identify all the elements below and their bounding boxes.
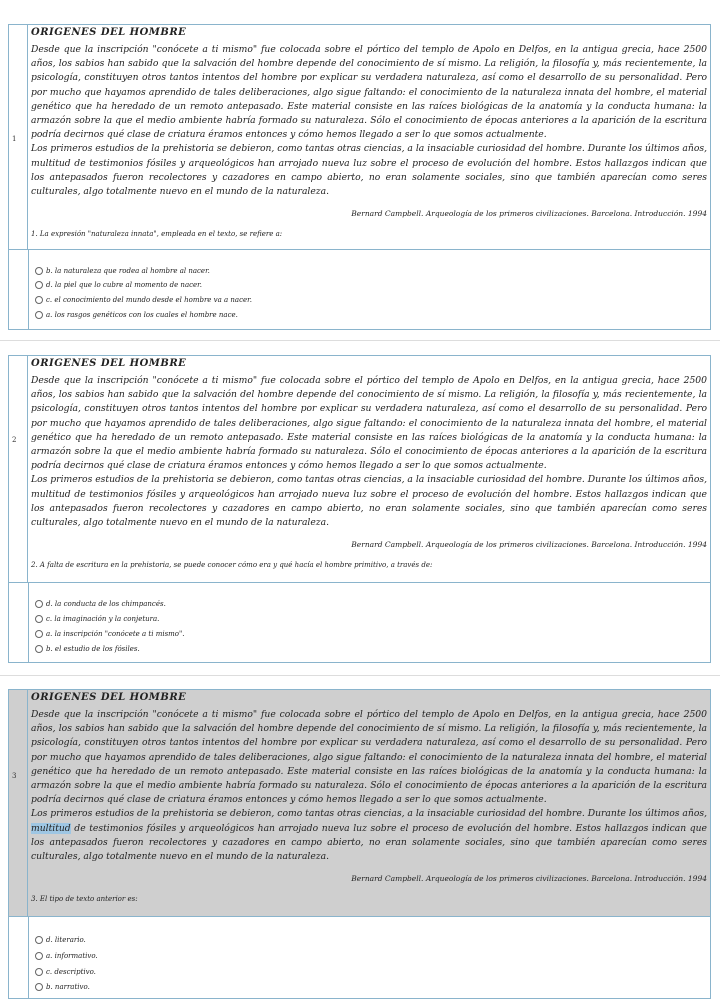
passage-paragraph-2: Los primeros estudios de la prehistoria se debieron, como tantas otras ciencias, a la insaciable curiosidad del hombre. Durante los últimos años, multitud de testimonios fósiles y arqueológicos han arrojado nueva luz sobre el proceso de evolución del hombre. Estos hallazgos indican que los antepasados fueron recolectores y cazadores en campo abierto, no eran solamente sociales, sino que también aparecían como seres culturales, algo totalmente nuevo en el mundo de la naturaleza. [31, 143, 707, 198]
radio-button[interactable] [35, 615, 43, 623]
passage [28, 356, 710, 582]
radio-button[interactable] [35, 630, 43, 638]
answer-option[interactable]: c. descriptivo. [35, 967, 96, 977]
question-number: 2 [12, 436, 17, 444]
passage-source: Bernard Campbell. Arqueología de los primeros civilizaciones. Barcelona. Introducción. 1994 [351, 540, 707, 550]
passage-source: Bernard Campbell. Arqueología de los primeros civilizaciones. Barcelona. Introducción. 1994 [351, 874, 707, 884]
passage-source: Bernard Campbell. Arqueología de los primeros civilizaciones. Barcelona. Introducción. 1994 [351, 209, 707, 219]
passage [28, 25, 710, 249]
question-prompt: 3. El tipo de texto anterior es: [31, 895, 138, 904]
radio-button[interactable] [35, 281, 43, 289]
divider [0, 675, 720, 676]
radio-button[interactable] [35, 600, 43, 608]
passage-paragraph-1: Desde que la inscripción "conócete a ti mismo" fue colocada sobre el pórtico del templo de Apolo en Delfos, en la antigua grecia, hace 2500 años, los sabios han sabido que la salvación del hombre depende del conocimiento de sí mismo. La religión, la filosofía y, más recientemente, la psicología, constituyen otros tantos intentos del hombre por explicar su verdadera naturaleza, así como el desarrollo de su personalidad. Pero por mucho que hayamos aprendido de tales deliberaciones, algo sigue faltando: el conocimiento de la naturaleza innata del hombre, el material genético que ha heredado de un remoto antepasado. Este material consiste en las raíces biológicas de la anatomía y la conducta humana: la armazón sobre la que el medio ambiente habría formado su naturaleza. Sólo el conocimiento de épocas anteriores a la aparición de la escritura podría decirnos qué clase de criatura éramos entonces y cómo hemos llegado a ser lo que somos actualmente. [31, 375, 707, 472]
question-number: 3 [12, 772, 17, 780]
radio-button[interactable] [35, 968, 43, 976]
divider [0, 340, 720, 341]
radio-button[interactable] [35, 311, 43, 319]
passage [28, 690, 710, 916]
question-prompt: 2. A falta de escritura en la prehistoria, se puede conocer cómo era y qué hacía el hombre primitivo, a través de: [31, 561, 433, 570]
answer-options [8, 250, 711, 330]
passage-title: ORIGENES DEL HOMBRE [31, 692, 187, 703]
answer-option[interactable]: b. la naturaleza que rodea al hombre al nacer. [35, 266, 210, 276]
radio-button[interactable] [35, 983, 43, 991]
question-prompt: 1. La expresión "naturaleza innata", empleada en el texto, se refiere a: [31, 230, 283, 239]
radio-button[interactable] [35, 952, 43, 960]
answer-option[interactable]: d. la piel que lo cubre al momento de nacer. [35, 280, 202, 290]
answer-option[interactable]: d. literario. [35, 935, 86, 945]
radio-button[interactable] [35, 267, 43, 275]
question-number: 1 [12, 135, 17, 143]
radio-button[interactable] [35, 645, 43, 653]
answer-option[interactable]: d. la conducta de los chimpancés. [35, 599, 166, 609]
answer-option[interactable]: a. informativo. [35, 951, 98, 961]
question-number-column [9, 690, 28, 916]
question-table [8, 24, 711, 250]
radio-button[interactable] [35, 936, 43, 944]
answer-option[interactable]: a. la inscripción "conócete a ti mismo". [35, 629, 184, 639]
question-table [8, 355, 711, 583]
answer-option[interactable]: b. el estudio de los fósiles. [35, 644, 140, 654]
passage-title: ORIGENES DEL HOMBRE [31, 358, 187, 369]
question-number-column [9, 25, 28, 249]
answer-options [8, 917, 711, 999]
passage-paragraph-2: Los primeros estudios de la prehistoria se debieron, como tantas otras ciencias, a la insaciable curiosidad del hombre. Durante los últimos años, multitud de testimonios fósiles y arqueológicos han arrojado nueva luz sobre el proceso de evolución del hombre. Estos hallazgos indican que los antepasados fueron recolectores y cazadores en campo abierto, no eran solamente sociales, sino que también aparecían como seres culturales, algo totalmente nuevo en el mundo de la naturaleza. [31, 474, 707, 529]
radio-button[interactable] [35, 296, 43, 304]
question-table [8, 689, 711, 917]
answer-option[interactable]: c. la imaginación y la conjetura. [35, 614, 159, 624]
answer-option[interactable]: b. narrativo. [35, 982, 90, 992]
answer-option[interactable]: a. los rasgos genéticos con los cuales el hombre nace. [35, 310, 238, 320]
answer-options [8, 583, 711, 663]
passage-paragraph-1: Desde que la inscripción "conócete a ti mismo" fue colocada sobre el pórtico del templo de Apolo en Delfos, en la antigua grecia, hace 2500 años, los sabios han sabido que la salvación del hombre depende del conocimiento de sí mismo. La religión, la filosofía y, más recientemente, la psicología, constituyen otros tantos intentos del hombre por explicar su verdadera naturaleza, así como el desarrollo de su personalidad. Pero por mucho que hayamos aprendido de tales deliberaciones, algo sigue faltando: el conocimiento de la naturaleza innata del hombre, el material genético que ha heredado de un remoto antepasado. Este material consiste en las raíces biológicas de la anatomía y la conducta humana: la armazón sobre la que el medio ambiente habría formado su naturaleza. Sólo el conocimiento de épocas anteriores a la aparición de la escritura podría decirnos qué clase de criatura éramos entonces y cómo hemos llegado a ser lo que somos actualmente. [31, 709, 707, 806]
answer-option[interactable]: c. el conocimiento del mundo desde el hombre va a nacer. [35, 295, 252, 305]
passage-paragraph-1: Desde que la inscripción "conócete a ti mismo" fue colocada sobre el pórtico del templo de Apolo en Delfos, en la antigua grecia, hace 2500 años, los sabios han sabido que la salvación del hombre depende del conocimiento de sí mismo. La religión, la filosofía y, más recientemente, la psicología, constituyen otros tantos intentos del hombre por explicar su verdadera naturaleza, así como el desarrollo de su personalidad. Pero por mucho que hayamos aprendido de tales deliberaciones, algo sigue faltando: el conocimiento de la naturaleza innata del hombre, el material genético que ha heredado de un remoto antepasado. Este material consiste en las raíces biológicas de la anatomía y la conducta humana: la armazón sobre la que el medio ambiente habría formado su naturaleza. Sólo el conocimiento de épocas anteriores a la aparición de la escritura podría decirnos qué clase de criatura éramos entonces y cómo hemos llegado a ser lo que somos actualmente. [31, 44, 707, 141]
highlighted-word: multitud [31, 822, 71, 834]
passage-paragraph-2: Los primeros estudios de la prehistoria se debieron, como tantas otras ciencias, a la insaciable curiosidad del hombre. Durante los últimos años, multitud de testimonios fósiles y arqueológicos han arrojado nueva luz sobre el proceso de evolución del hombre. Estos hallazgos indican que los antepasados fueron recolectores y cazadores en campo abierto, no eran solamente sociales, sino que también aparecían como seres culturales, algo totalmente nuevo en el mundo de la naturaleza. [31, 808, 707, 863]
passage-title: ORIGENES DEL HOMBRE [31, 27, 187, 38]
question-number-column [9, 356, 28, 582]
